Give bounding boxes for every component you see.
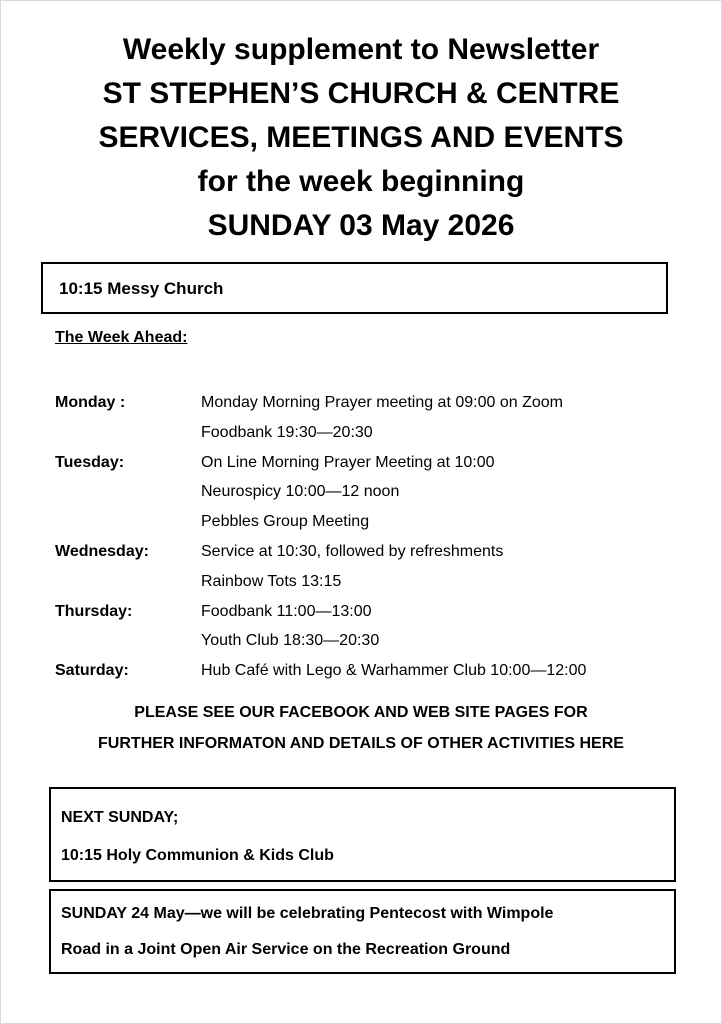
notice-line-1: PLEASE SEE OUR FACEBOOK AND WEB SITE PAGES FOR (134, 704, 588, 721)
schedule-day: Thursday: (55, 602, 133, 620)
schedule-event: Youth Club 18:30—20:30 (201, 632, 380, 650)
schedule-event: Pebbles Group Meeting (201, 513, 370, 531)
header-line-3: SERVICES, MEETINGS AND EVENTS (98, 121, 624, 154)
schedule-event: Service at 10:30, followed by refreshments (201, 542, 504, 560)
schedule-day: Tuesday: (55, 453, 125, 471)
next-sunday-heading: NEXT SUNDAY; (61, 809, 179, 826)
info-notice (0, 697, 722, 759)
next-sunday-box (49, 787, 676, 882)
page-header (0, 28, 722, 248)
schedule-event: Neurospicy 10:00—12 noon (201, 483, 400, 501)
schedule-row (55, 537, 695, 567)
week-schedule (55, 388, 695, 686)
week-ahead-heading: The Week Ahead: (55, 329, 188, 346)
schedule-row (55, 507, 695, 537)
header-line-4: for the week beginning (197, 165, 525, 198)
schedule-event: Monday Morning Prayer meeting at 09:00 on Zoom (201, 394, 563, 411)
schedule-event: Foodbank 11:00—13:00 (201, 602, 372, 620)
sunday-service-box (41, 262, 668, 314)
schedule-day: Saturday: (55, 662, 129, 680)
schedule-row (55, 597, 695, 627)
schedule-event: On Line Morning Prayer Meeting at 10:00 (201, 453, 495, 471)
next-sunday-service: 10:15 Holy Communion & Kids Club (61, 847, 334, 864)
header-line-1: Weekly supplement to Newsletter (122, 33, 600, 66)
schedule-event: Foodbank 19:30—20:30 (201, 423, 373, 441)
schedule-day: Wednesday: (55, 542, 149, 560)
schedule-row (55, 656, 695, 686)
sunday-service-text: 10:15 Messy Church (59, 279, 224, 298)
schedule-row (55, 626, 695, 656)
schedule-row (55, 388, 695, 418)
schedule-day: Monday : (55, 394, 126, 411)
pentecost-line-2: Road in a Joint Open Air Service on the Recreation Ground (61, 941, 511, 958)
schedule-row (55, 448, 695, 478)
pentecost-line-1: SUNDAY 24 May—we will be celebrating Pentecost with Wimpole (61, 905, 554, 922)
schedule-row (55, 567, 695, 597)
header-line-5: SUNDAY 03 May 2026 (207, 209, 515, 242)
notice-line-2: FURTHER INFORMATON AND DETAILS OF OTHER ACTIVITIES HERE (98, 735, 624, 752)
schedule-row (55, 418, 695, 448)
pentecost-box (49, 889, 676, 974)
schedule-event: Rainbow Tots 13:15 (201, 572, 342, 590)
header-line-2: ST STEPHEN’S CHURCH & CENTRE (102, 77, 620, 110)
schedule-event: Hub Café with Lego & Warhammer Club 10:00—12:00 (201, 662, 587, 680)
schedule-row (55, 477, 695, 507)
